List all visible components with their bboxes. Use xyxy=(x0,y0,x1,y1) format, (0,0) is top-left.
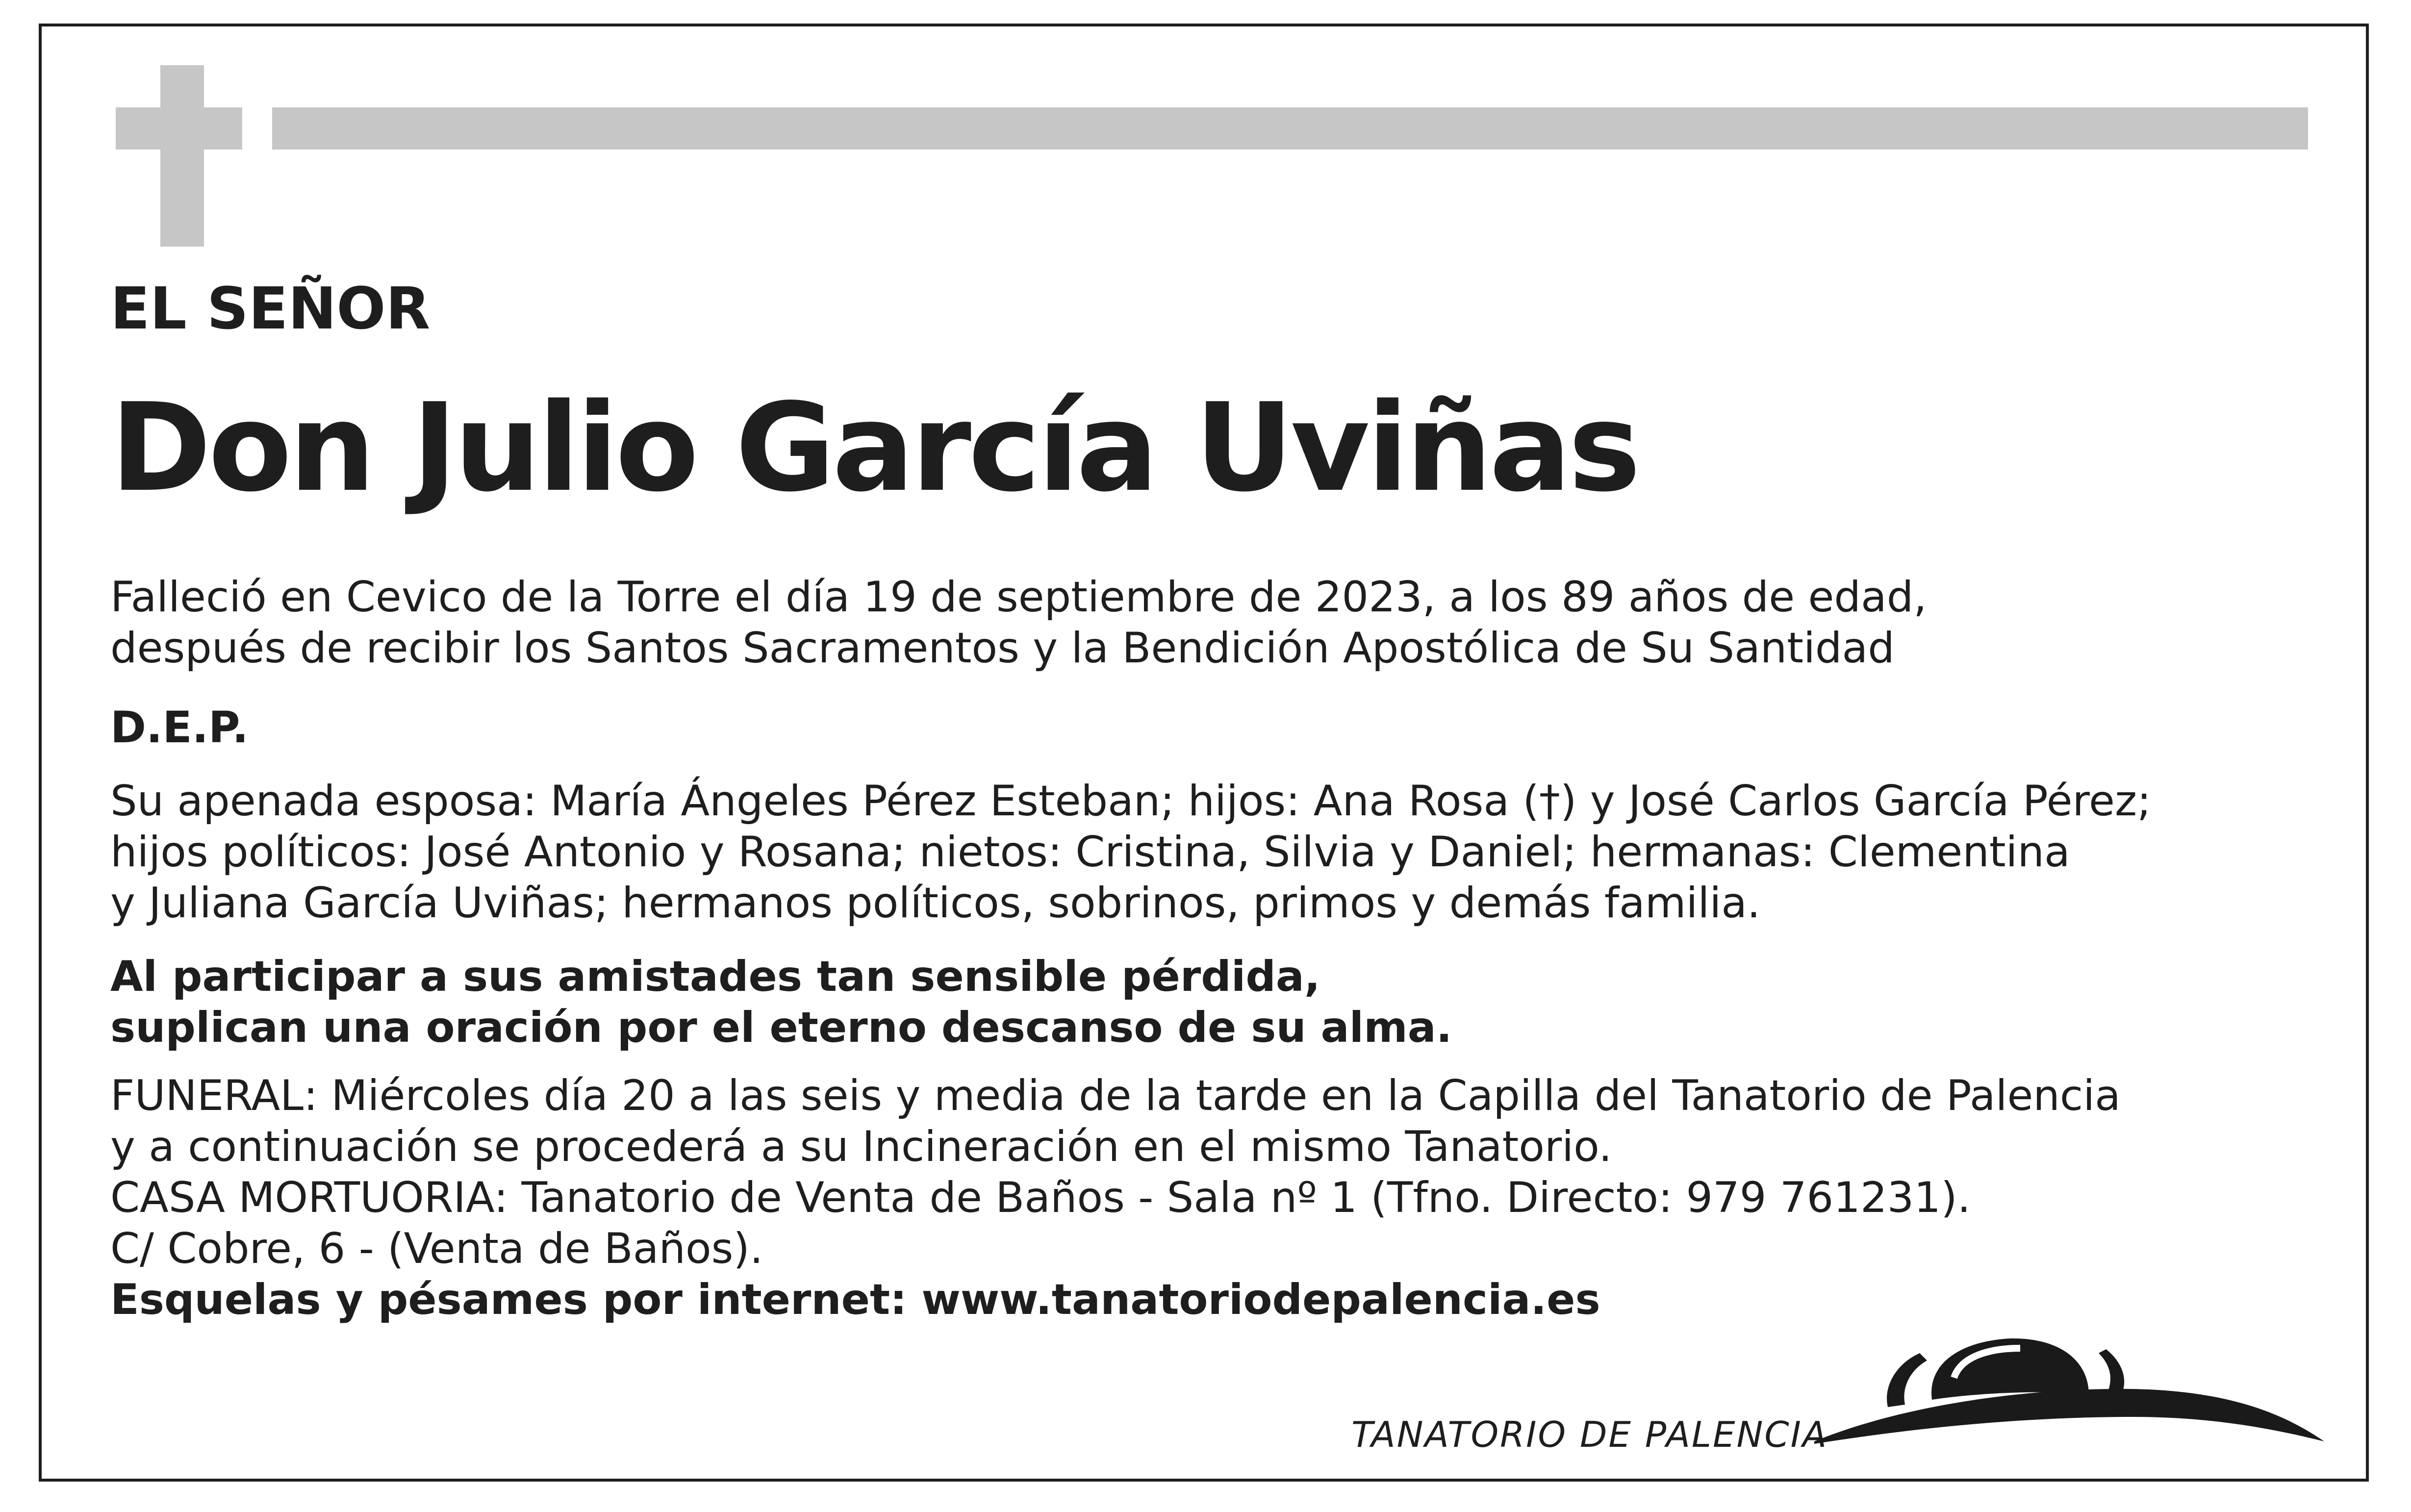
title-intro: EL SEÑOR xyxy=(110,275,431,342)
funeral-line: FUNERAL: Miércoles día 20 a las seis y media de la tarde en la Capilla del Tanatorio de Palencia xyxy=(110,1071,2121,1120)
internet-line: Esquelas y pésames por internet: www.tanatoriodepalencia.es xyxy=(110,1275,1600,1324)
funeral-line: CASA MORTUORIA: Tanatorio de Venta de Baños - Sala nº 1 (Tfno. Directo: 979 761231). xyxy=(110,1173,1971,1222)
death-notice-line: después de recibir los Santos Sacramentos y la Bendición Apostólica de Su Santidad xyxy=(110,624,1895,673)
tanatorio-logo-text: TANATORIO DE PALENCIA xyxy=(1351,1414,1828,1455)
funeral-line: C/ Cobre, 6 - (Venta de Baños). xyxy=(110,1224,763,1273)
deceased-name: Don Julio García Uviñas xyxy=(110,378,1638,519)
funeral-paragraph xyxy=(110,1070,2121,1325)
latin-cross-icon xyxy=(160,65,204,247)
death-notice-line: Falleció en Cevico de la Torre el día 19 de septiembre de 2023, a los 89 años de edad, xyxy=(110,573,1927,622)
request-line: suplican una oración por el eterno descanso de su alma. xyxy=(110,1003,1452,1052)
family-line: Su apenada esposa: María Ángeles Pérez Esteban; hijos: Ana Rosa (†) y José Carlos García Pérez; xyxy=(110,777,2152,826)
family-line: hijos políticos: José Antonio y Rosana; nietos: Cristina, Silvia y Daniel; hermanas: Clementina xyxy=(110,828,2070,877)
tanatorio-logo-icon xyxy=(1814,1294,2329,1471)
header-bar xyxy=(272,107,2308,150)
request-paragraph xyxy=(110,951,1452,1053)
request-line: Al participar a sus amistades tan sensible pérdida, xyxy=(110,952,1320,1001)
death-notice-paragraph xyxy=(110,572,1927,674)
funeral-line: y a continuación se procederá a su Incineración en el mismo Tanatorio. xyxy=(110,1122,1612,1171)
dep-label: D.E.P. xyxy=(110,702,249,753)
family-paragraph xyxy=(110,776,2151,929)
latin-cross-icon-arm xyxy=(116,107,242,150)
family-line: y Juliana García Uviñas; hermanos políticos, sobrinos, primos y demás familia. xyxy=(110,879,1761,928)
